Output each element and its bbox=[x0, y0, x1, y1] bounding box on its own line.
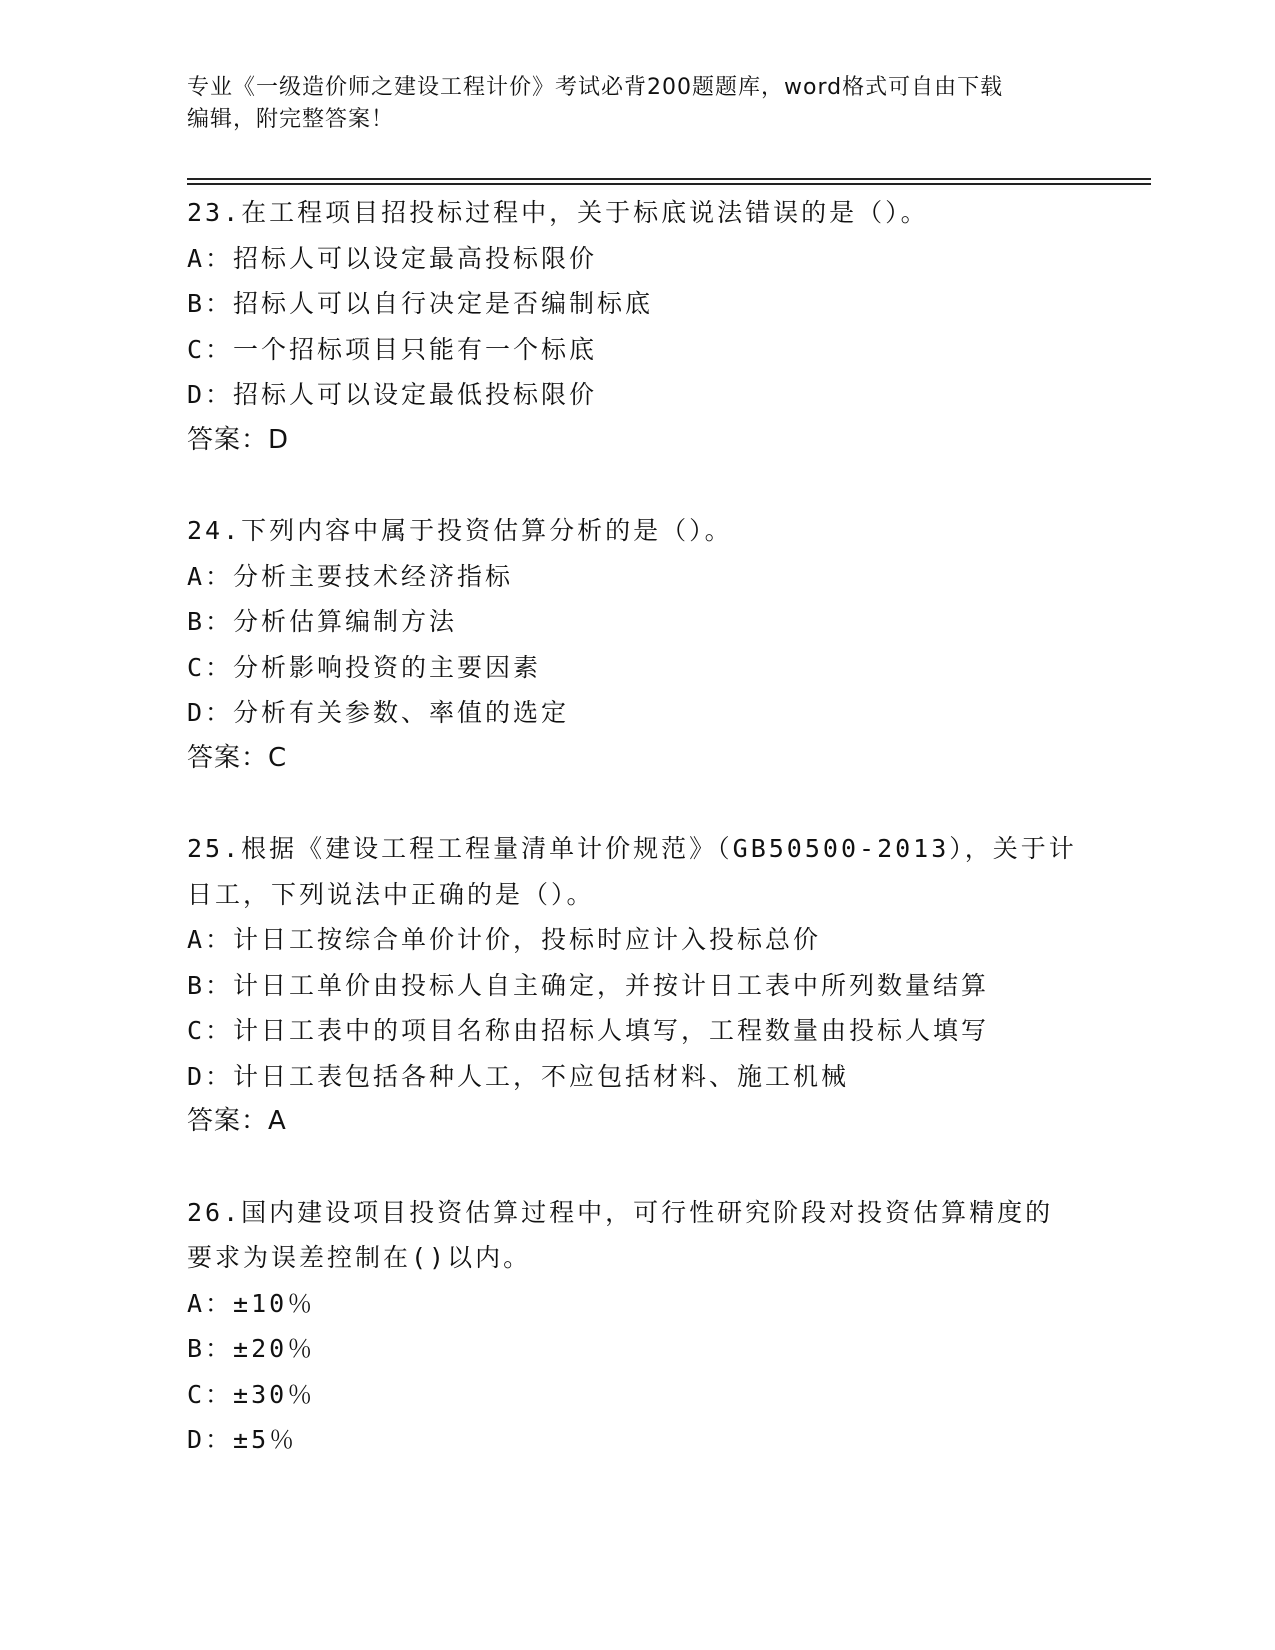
question-stem: 25.根据《建设工程工程量清单计价规范》（GB50500-2013），关于计 bbox=[187, 834, 1077, 863]
option-d: D：计日工表包括各种人工，不应包括材料、施工机械 bbox=[187, 1061, 850, 1091]
header-line: 编辑，附完整答案！ bbox=[187, 107, 395, 132]
header-divider-bottom bbox=[187, 183, 1151, 185]
option-c: C：计日工表中的项目名称由招标人填写，工程数量由投标人填写 bbox=[187, 1016, 990, 1045]
header-divider-top bbox=[187, 178, 1151, 180]
question-stem: 26.国内建设项目投资估算过程中，可行性研究阶段对投资估算精度的 bbox=[187, 1197, 1054, 1227]
option-a: A：计日工按综合单价计价，投标时应计入投标总价 bbox=[187, 925, 822, 954]
option-a: A：招标人可以设定最高投标限价 bbox=[187, 243, 598, 273]
question-stem-continued: 要求为误差控制在()以内。 bbox=[187, 1243, 532, 1272]
option-a: A：分析主要技术经济指标 bbox=[187, 561, 514, 591]
question-23 bbox=[187, 190, 1087, 463]
question-25 bbox=[187, 826, 1087, 1145]
option-b: B：分析估算编制方法 bbox=[187, 607, 458, 636]
option-c: C：±30％ bbox=[187, 1379, 316, 1409]
question-24 bbox=[187, 508, 1087, 781]
header-line: 专业《一级造价师之建设工程计价》考试必背200题题库，word格式可自由下载 bbox=[187, 75, 1004, 100]
option-b: B：±20％ bbox=[187, 1334, 316, 1363]
option-b: B：计日工单价由投标人自主确定，并按计日工表中所列数量结算 bbox=[187, 970, 990, 1000]
option-a: A：±10％ bbox=[187, 1288, 316, 1318]
option-c: C：分析影响投资的主要因素 bbox=[187, 652, 542, 682]
question-list bbox=[187, 190, 1087, 1463]
answer-label: 答案：D bbox=[187, 424, 290, 455]
question-stem: 23.在工程项目招投标过程中，关于标底说法错误的是（）。 bbox=[187, 198, 929, 227]
option-d: D：±5％ bbox=[187, 1425, 298, 1454]
option-d: D：招标人可以设定最低投标限价 bbox=[187, 380, 598, 409]
question-stem-continued: 日工，下列说法中正确的是（）。 bbox=[187, 879, 595, 909]
option-d: D：分析有关参数、率值的选定 bbox=[187, 698, 570, 727]
option-c: C：一个招标项目只能有一个标底 bbox=[187, 334, 598, 364]
question-26 bbox=[187, 1190, 1087, 1463]
question-stem: 24.下列内容中属于投资估算分析的是（）。 bbox=[187, 516, 733, 545]
document-header bbox=[187, 72, 1067, 136]
answer-label: 答案：C bbox=[187, 742, 288, 773]
answer-label: 答案：A bbox=[187, 1106, 287, 1136]
option-b: B：招标人可以自行决定是否编制标底 bbox=[187, 289, 654, 318]
